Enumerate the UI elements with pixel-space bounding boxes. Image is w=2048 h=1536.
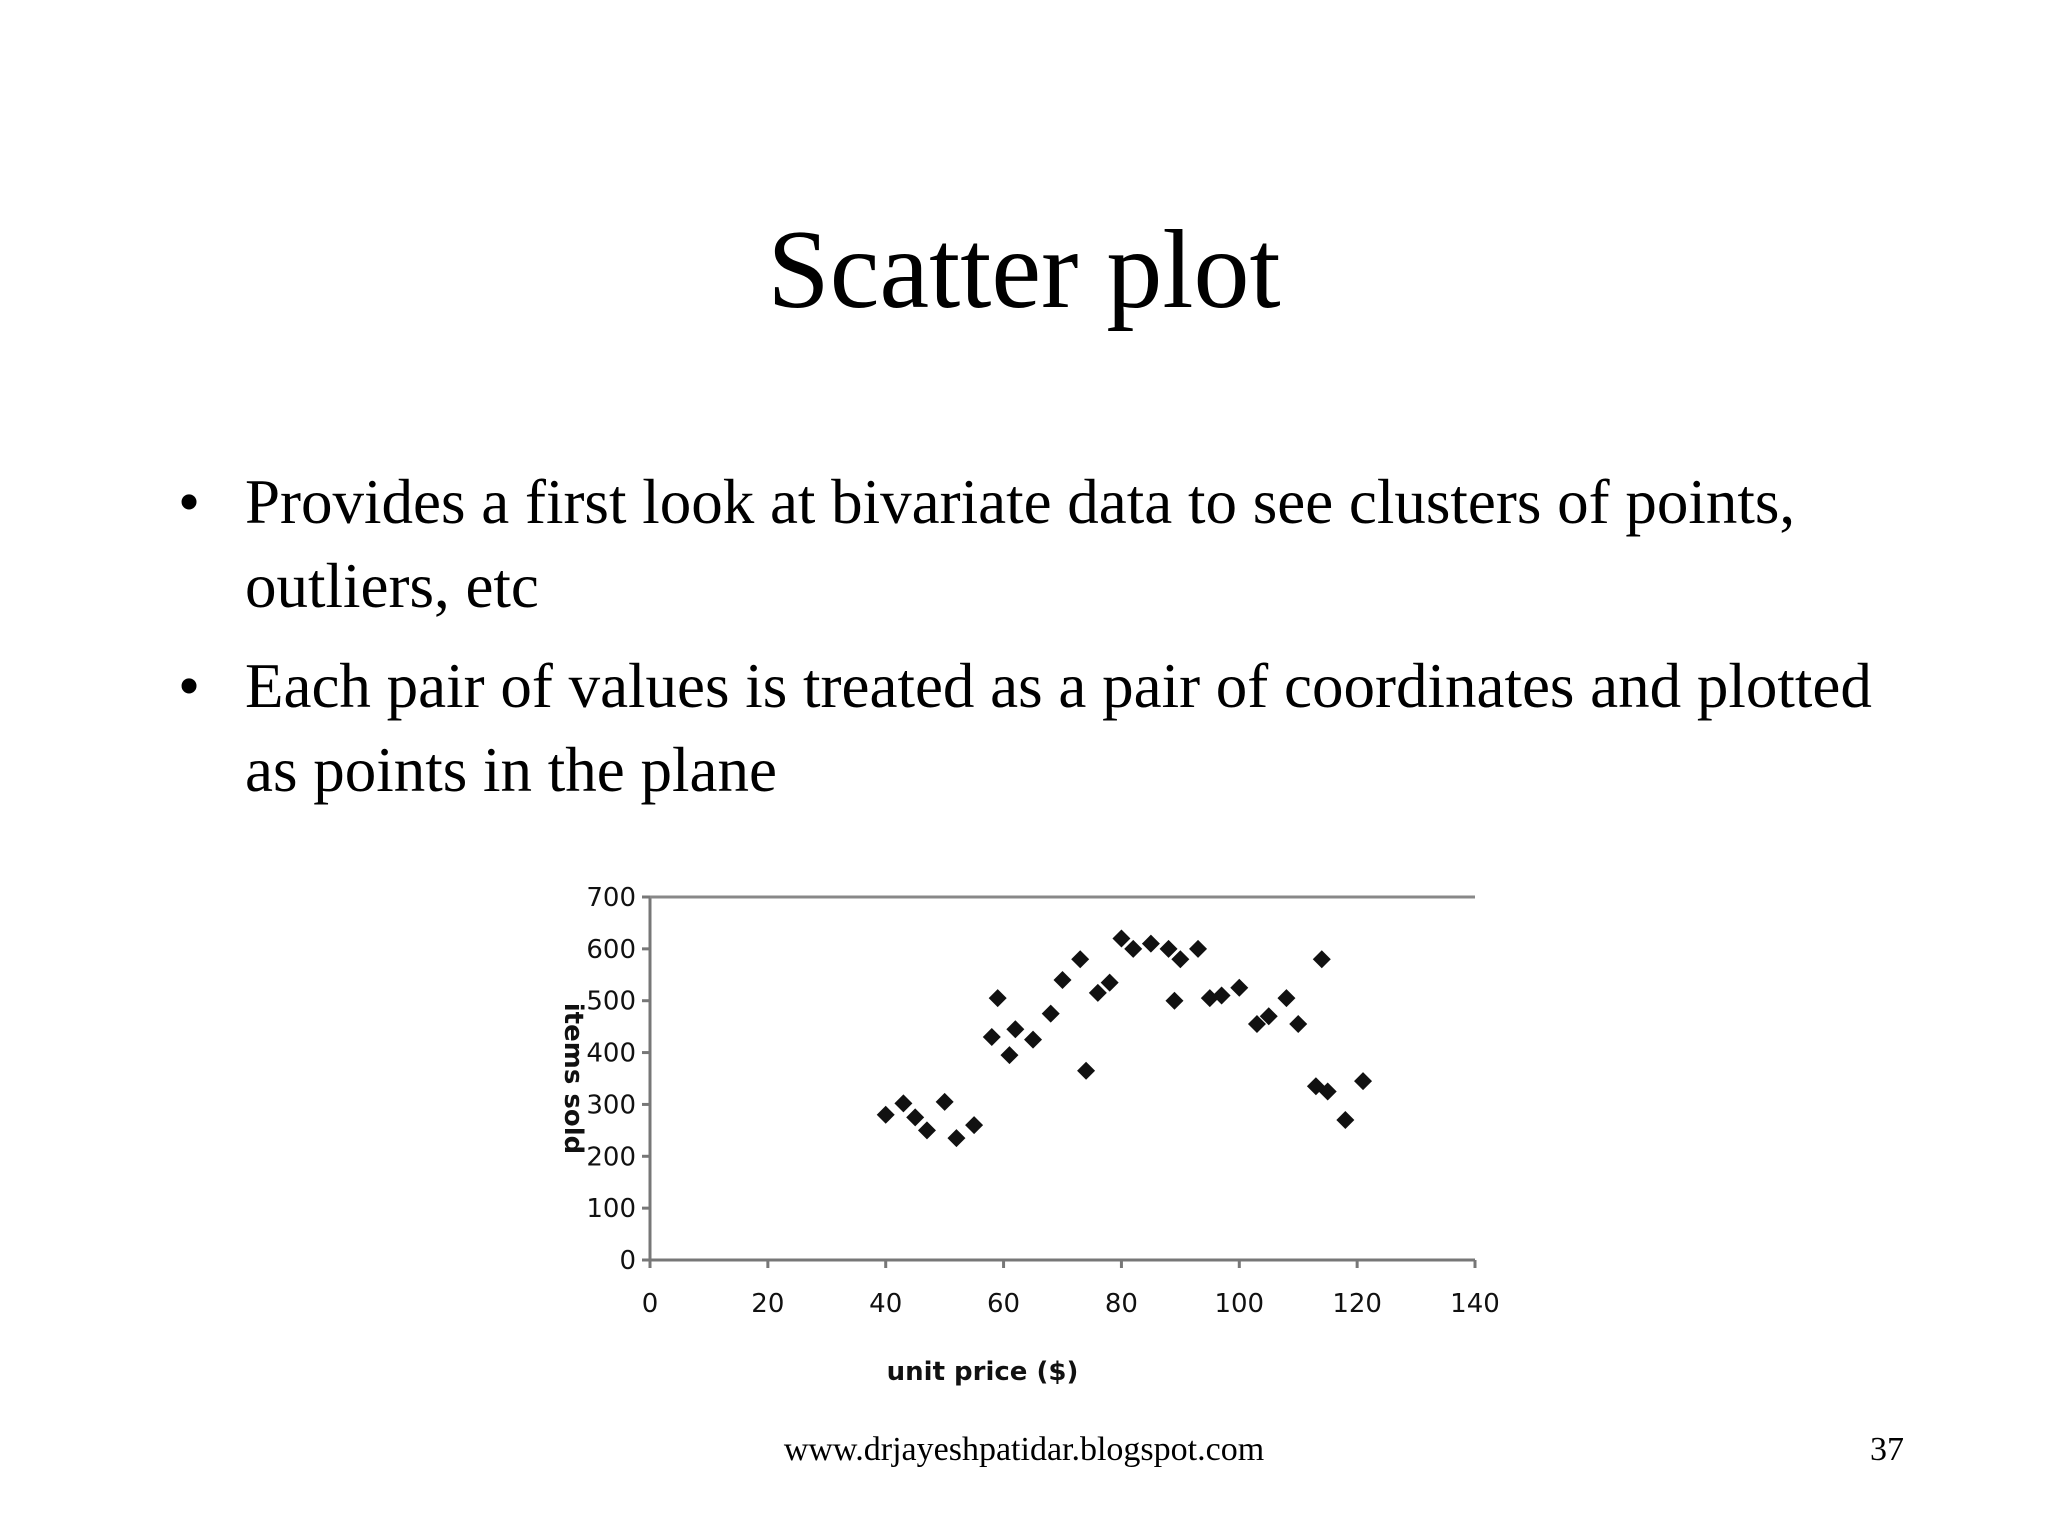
- slide-title: Scatter plot: [767, 208, 1281, 332]
- x-tick-label: 20: [751, 1289, 785, 1319]
- scatter-chart-svg: [510, 870, 1520, 1400]
- data-point: [1171, 950, 1189, 968]
- data-point: [947, 1129, 965, 1147]
- y-tick-label: 200: [586, 1142, 636, 1173]
- x-tick-label: 40: [869, 1289, 903, 1319]
- data-point: [1277, 989, 1295, 1007]
- data-point: [1077, 1062, 1095, 1080]
- x-tick-label: 0: [641, 1289, 659, 1319]
- page-number: 37: [1870, 1431, 1904, 1468]
- bullet-text: Provides a first look at bivariate data to see clusters of points, outliers, etc: [245, 467, 1796, 621]
- data-point: [1354, 1072, 1372, 1090]
- data-point: [989, 989, 1007, 1007]
- data-point: [1000, 1046, 1018, 1064]
- scatter-chart: [510, 870, 1520, 1400]
- bullet-dot-icon: •: [178, 467, 201, 537]
- x-axis-label: unit price ($): [886, 1357, 1079, 1387]
- data-point: [1006, 1020, 1024, 1038]
- data-point: [1142, 935, 1160, 953]
- y-tick-label: 500: [586, 986, 636, 1017]
- data-point: [877, 1106, 895, 1124]
- data-point: [1042, 1005, 1060, 1023]
- data-point: [1112, 929, 1130, 947]
- data-point: [983, 1028, 1001, 1046]
- data-point: [936, 1093, 954, 1111]
- data-point: [1024, 1031, 1042, 1049]
- data-point: [1313, 950, 1331, 968]
- data-point: [1289, 1015, 1307, 1033]
- data-point: [1101, 974, 1119, 992]
- y-tick-label: 400: [586, 1038, 636, 1069]
- footer-url: www.drjayeshpatidar.blogspot.com: [783, 1431, 1265, 1468]
- x-tick-label: 80: [1104, 1289, 1138, 1319]
- data-point: [1230, 979, 1248, 997]
- x-tick-label: 120: [1332, 1289, 1382, 1319]
- y-tick-label: 100: [586, 1194, 636, 1225]
- data-point: [1189, 940, 1207, 958]
- data-point: [1089, 984, 1107, 1002]
- y-tick-label: 600: [586, 934, 636, 965]
- data-point: [1336, 1111, 1354, 1129]
- bullet-item: [170, 644, 1890, 812]
- y-tick-label: 0: [619, 1246, 636, 1276]
- bullet-item: [170, 460, 1890, 628]
- x-tick-label: 100: [1214, 1289, 1265, 1319]
- x-tick-label: 60: [987, 1289, 1021, 1319]
- data-point: [1160, 940, 1178, 958]
- y-tick-label: 300: [586, 1090, 636, 1121]
- data-point: [1213, 987, 1231, 1005]
- y-tick-label: 700: [586, 883, 636, 913]
- y-axis-label: items sold: [558, 1002, 588, 1155]
- data-point: [906, 1108, 924, 1126]
- bullet-text: Each pair of values is treated as a pair of coordinates and plotted as points in the plane: [245, 651, 1872, 805]
- data-point: [1165, 992, 1183, 1010]
- data-point: [918, 1121, 936, 1139]
- bullet-dot-icon: •: [178, 651, 201, 721]
- data-point: [1071, 950, 1089, 968]
- data-point: [894, 1094, 912, 1112]
- data-point: [1054, 971, 1072, 989]
- data-point: [965, 1116, 983, 1134]
- x-tick-label: 140: [1450, 1289, 1500, 1319]
- bullet-list: [170, 460, 1890, 828]
- data-point: [1124, 940, 1142, 958]
